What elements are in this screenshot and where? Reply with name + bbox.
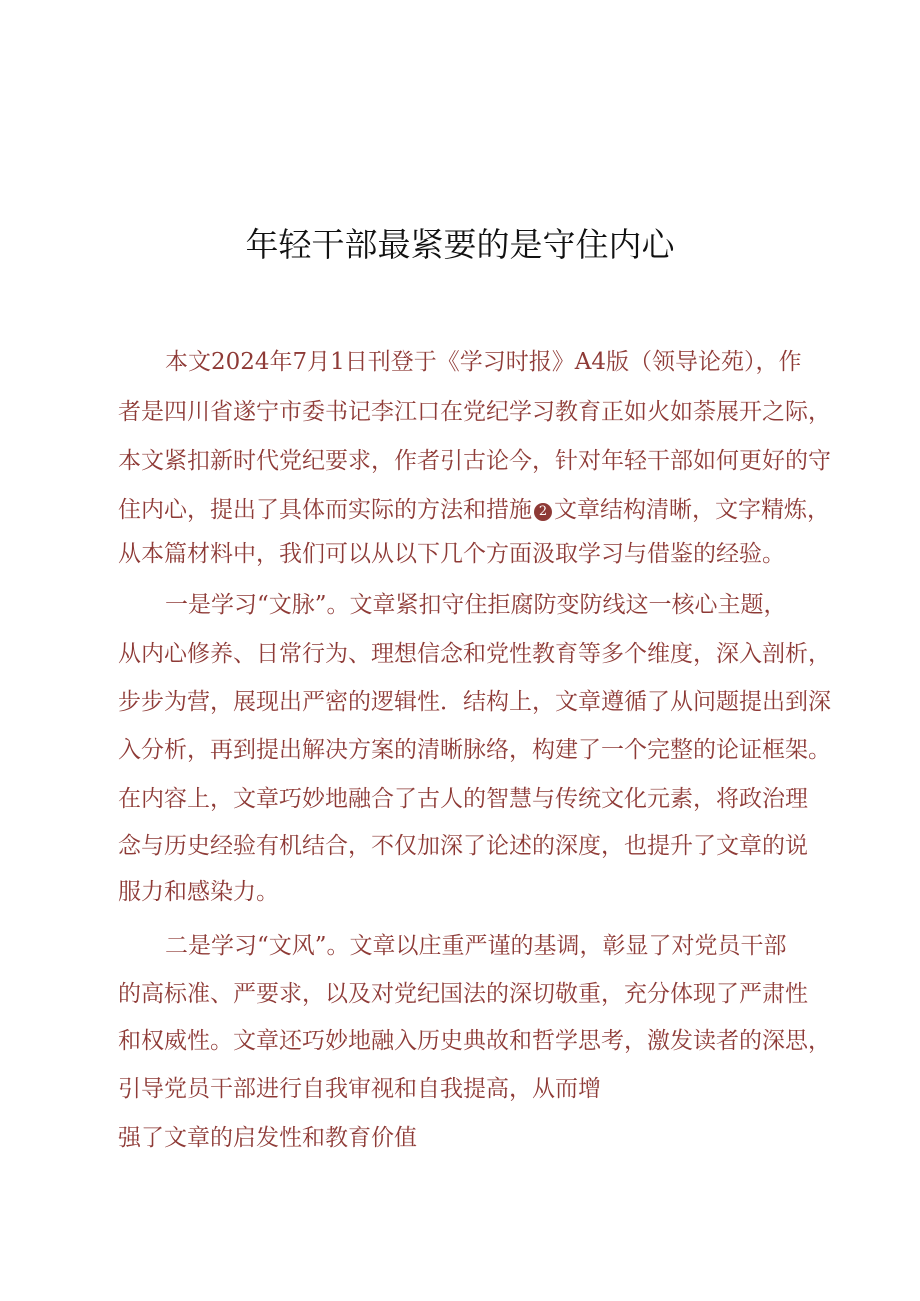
body-line: 在内容上，文章巧妙地融合了古人的智慧与传统文化元素，将政治理	[118, 786, 808, 812]
body-line: 入分析，再到提出解决方案的清晰脉络，构建了一个完整的论证框架。	[118, 737, 831, 763]
body-line: 步步为营，展现出严密的逻辑性．结构上，文章遵循了从问题提出到深	[118, 689, 831, 715]
body-text: 住内心，提出了具体而实际的方法和措施	[118, 497, 532, 523]
body-line: 二是学习“文风”。文章以庄重严谨的基调，彰显了对党员干部	[165, 933, 787, 959]
body-line: 服力和感染力。	[118, 879, 279, 905]
body-line: 本文2024年7月1日刊登于《学习时报》A4版（领导论苑），作	[165, 349, 802, 375]
body-line-with-marker	[118, 494, 830, 526]
body-line: 从内心修养、日常行为、理想信念和党性教育等多个维度，深入剖析，	[118, 641, 831, 667]
document-title: 年轻干部最紧要的是守住内心	[245, 225, 675, 264]
body-line: 一是学习“文脉”。文章紧扣守住拒腐防变防线这一核心主题，	[165, 592, 787, 618]
body-line: 引导党员干部进行自我审视和自我提高，从而增	[118, 1076, 601, 1102]
body-line: 念与历史经验有机结合，不仅加深了论述的深度，也提升了文章的说	[118, 833, 808, 859]
body-line: 和权威性。文章还巧妙地融入历史典故和哲学思考，激发读者的深思，	[118, 1028, 831, 1054]
body-line: 的高标准、严要求，以及对党纪国法的深切敬重，充分体现了严肃性	[118, 981, 808, 1007]
body-line: 强了文章的启发性和教育价值	[118, 1125, 417, 1151]
body-text: 文章结构清晰，文字精炼，	[554, 497, 830, 523]
body-line: 本文紧扣新时代党纪要求，作者引古论今，针对年轻干部如何更好的守	[118, 448, 831, 474]
body-line: 从本篇材料中，我们可以从以下几个方面汲取学习与借鉴的经验。	[118, 541, 785, 567]
body-line: 者是四川省遂宁市委书记李江口在党纪学习教育正如火如荼展开之际，	[118, 399, 831, 425]
footnote-marker: 2	[534, 503, 552, 521]
